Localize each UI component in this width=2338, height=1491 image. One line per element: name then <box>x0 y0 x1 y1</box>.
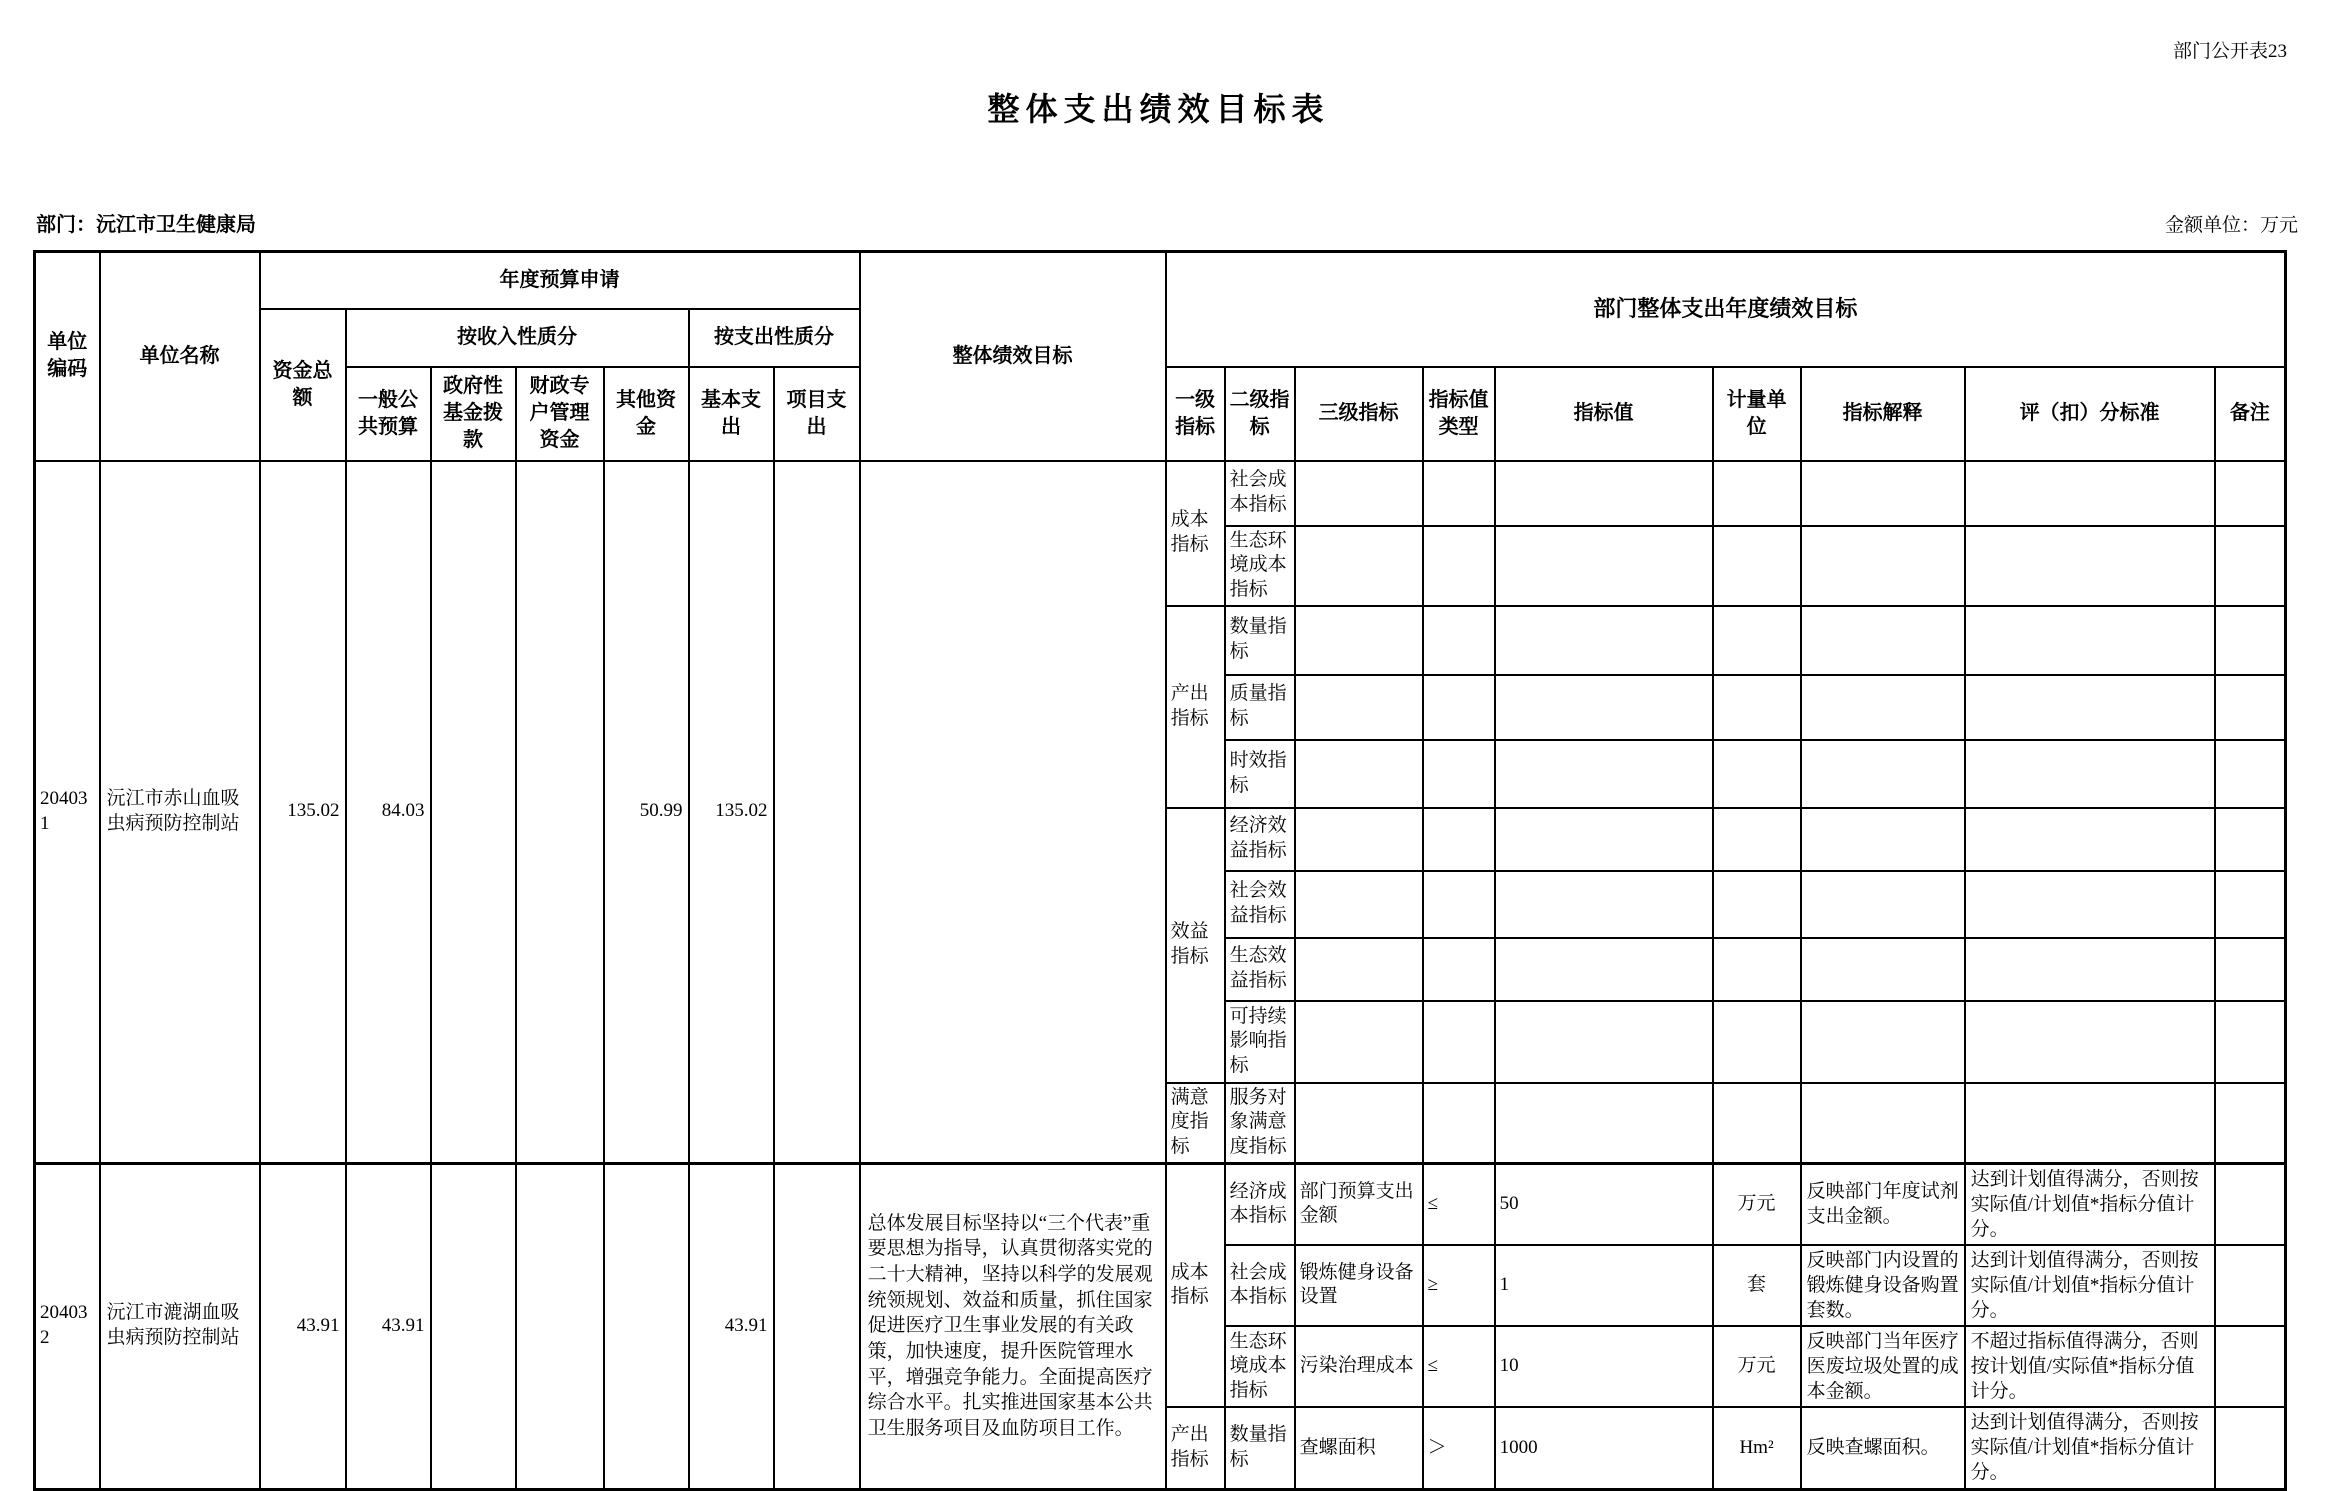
cell-measure-unit <box>1713 938 1801 1001</box>
cell-value: 10 <box>1495 1326 1713 1407</box>
cell-value-type: ≤ <box>1423 1326 1495 1407</box>
cell-measure-unit <box>1713 526 1801 606</box>
cell-general-public-budget: 43.91 <box>346 1163 431 1489</box>
col-header-general-public-budget: 一般公共预算 <box>346 367 431 461</box>
cell-level3 <box>1295 740 1423 808</box>
cell-remark <box>2215 461 2286 526</box>
cell-basic-expenditure: 135.02 <box>689 461 774 1164</box>
col-header-level3: 三级指标 <box>1295 367 1423 461</box>
cell-measure-unit <box>1713 808 1801 871</box>
cell-value-type <box>1423 938 1495 1001</box>
cell-explanation <box>1801 1001 1965 1083</box>
col-header-unit-name: 单位名称 <box>100 252 260 461</box>
table-row <box>35 461 2286 526</box>
cell-remark <box>2215 1083 2286 1164</box>
cell-measure-unit <box>1713 1001 1801 1083</box>
cell-unit-name: 沅江市赤山血吸虫病预防控制站 <box>100 461 260 1164</box>
cell-fiscal-account <box>516 461 604 1164</box>
col-header-value: 指标值 <box>1495 367 1713 461</box>
cell-level2: 数量指标 <box>1225 606 1295 675</box>
form-number-label: 部门公开表23 <box>2172 41 2287 62</box>
cell-measure-unit <box>1713 675 1801 740</box>
cell-value <box>1495 938 1713 1001</box>
col-header-unit-code: 单位编码 <box>35 252 100 461</box>
cell-value-type: ＞ <box>1423 1407 1495 1489</box>
amount-unit-label: 金额单位：万元 <box>2164 215 2298 236</box>
cell-remark <box>2215 526 2286 606</box>
department-label: 部门：沅江市卫生健康局 <box>36 214 256 236</box>
cell-level3 <box>1295 675 1423 740</box>
cell-explanation: 反映查螺面积。 <box>1801 1407 1965 1489</box>
cell-remark <box>2215 808 2286 871</box>
cell-explanation <box>1801 461 1965 526</box>
col-header-fiscal-account: 财政专户管理资金 <box>516 367 604 461</box>
cell-measure-unit: 套 <box>1713 1245 1801 1326</box>
cell-level1: 成本指标 <box>1166 461 1225 606</box>
cell-value <box>1495 1083 1713 1164</box>
cell-measure-unit: Hm² <box>1713 1407 1801 1489</box>
cell-level3: 查螺面积 <box>1295 1407 1423 1489</box>
cell-level2: 可持续影响指标 <box>1225 1001 1295 1083</box>
cell-scoring <box>1965 740 2215 808</box>
cell-level2: 社会成本指标 <box>1225 1245 1295 1326</box>
cell-level3 <box>1295 606 1423 675</box>
cell-explanation <box>1801 808 1965 871</box>
cell-remark <box>2215 675 2286 740</box>
cell-value-type <box>1423 1001 1495 1083</box>
col-header-overall-target: 整体绩效目标 <box>860 252 1166 461</box>
cell-explanation <box>1801 740 1965 808</box>
table-row <box>35 1163 2286 1245</box>
cell-remark <box>2215 740 2286 808</box>
cell-value-type: ≥ <box>1423 1245 1495 1326</box>
cell-measure-unit <box>1713 740 1801 808</box>
col-header-project-expenditure: 项目支出 <box>774 367 860 461</box>
cell-value <box>1495 526 1713 606</box>
cell-total-funds: 135.02 <box>260 461 346 1164</box>
cell-measure-unit: 万元 <box>1713 1326 1801 1407</box>
cell-gov-fund <box>431 461 516 1164</box>
cell-explanation <box>1801 938 1965 1001</box>
cell-level2: 生态环境成本指标 <box>1225 526 1295 606</box>
cell-unit-name: 沅江市漉湖血吸虫病预防控制站 <box>100 1163 260 1489</box>
cell-scoring <box>1965 1001 2215 1083</box>
cell-level2: 服务对象满意度指标 <box>1225 1083 1295 1164</box>
col-header-total-funds: 资金总额 <box>260 309 346 461</box>
cell-scoring <box>1965 871 2215 938</box>
cell-value-type <box>1423 740 1495 808</box>
col-header-measure-unit: 计量单位 <box>1713 367 1801 461</box>
cell-level3 <box>1295 871 1423 938</box>
cell-value-type <box>1423 606 1495 675</box>
col-header-level2: 二级指标 <box>1225 367 1295 461</box>
cell-scoring <box>1965 675 2215 740</box>
cell-level2: 数量指标 <box>1225 1407 1295 1489</box>
cell-fiscal-account <box>516 1163 604 1489</box>
cell-value-type <box>1423 461 1495 526</box>
cell-level2: 时效指标 <box>1225 740 1295 808</box>
cell-value-type <box>1423 1083 1495 1164</box>
cell-level3 <box>1295 526 1423 606</box>
cell-scoring <box>1965 606 2215 675</box>
cell-other-funds <box>604 1163 689 1489</box>
cell-remark <box>2215 606 2286 675</box>
cell-scoring: 不超过指标值得满分，否则按计划值/实际值*指标分值计分。 <box>1965 1326 2215 1407</box>
cell-scoring: 达到计划值得满分，否则按实际值/计划值*指标分值计分。 <box>1965 1407 2215 1489</box>
cell-level3: 污染治理成本 <box>1295 1326 1423 1407</box>
col-header-explanation: 指标解释 <box>1801 367 1965 461</box>
cell-level1: 效益指标 <box>1166 808 1225 1083</box>
cell-scoring <box>1965 808 2215 871</box>
cell-remark <box>2215 1163 2286 1245</box>
cell-scoring <box>1965 938 2215 1001</box>
cell-level3: 部门预算支出金额 <box>1295 1163 1423 1245</box>
cell-explanation <box>1801 675 1965 740</box>
col-header-by-expenditure: 按支出性质分 <box>689 309 860 367</box>
cell-value <box>1495 675 1713 740</box>
cell-measure-unit <box>1713 1083 1801 1164</box>
cell-level3 <box>1295 938 1423 1001</box>
cell-value <box>1495 740 1713 808</box>
cell-remark <box>2215 1001 2286 1083</box>
cell-level1: 成本指标 <box>1166 1163 1225 1407</box>
cell-measure-unit <box>1713 606 1801 675</box>
col-header-value-type: 指标值类型 <box>1423 367 1495 461</box>
cell-gov-fund <box>431 1163 516 1489</box>
cell-project-expenditure <box>774 461 860 1164</box>
cell-level2: 生态效益指标 <box>1225 938 1295 1001</box>
cell-remark <box>2215 871 2286 938</box>
cell-measure-unit: 万元 <box>1713 1163 1801 1245</box>
cell-level3 <box>1295 1083 1423 1164</box>
col-header-dept-annual-target: 部门整体支出年度绩效目标 <box>1166 252 2286 367</box>
cell-value-type: ≤ <box>1423 1163 1495 1245</box>
cell-level2: 社会成本指标 <box>1225 461 1295 526</box>
cell-level2: 生态环境成本指标 <box>1225 1326 1295 1407</box>
cell-level1: 产出指标 <box>1166 1407 1225 1489</box>
cell-level2: 经济效益指标 <box>1225 808 1295 871</box>
cell-level3 <box>1295 1001 1423 1083</box>
page-title: 整体支出绩效目标表 <box>987 91 1330 127</box>
cell-scoring <box>1965 461 2215 526</box>
cell-project-expenditure <box>774 1163 860 1489</box>
cell-overall-target <box>860 461 1166 1164</box>
col-header-level1: 一级指标 <box>1166 367 1225 461</box>
cell-remark <box>2215 1326 2286 1407</box>
cell-total-funds: 43.91 <box>260 1163 346 1489</box>
performance-target-table <box>33 250 2287 1491</box>
cell-value <box>1495 606 1713 675</box>
cell-general-public-budget: 84.03 <box>346 461 431 1164</box>
cell-unit-code: 204031 <box>35 461 100 1164</box>
col-header-other-funds: 其他资金 <box>604 367 689 461</box>
col-header-basic-expenditure: 基本支出 <box>689 367 774 461</box>
cell-level2: 社会效益指标 <box>1225 871 1295 938</box>
col-header-by-income: 按收入性质分 <box>346 309 689 367</box>
cell-value <box>1495 808 1713 871</box>
cell-level3 <box>1295 808 1423 871</box>
cell-value: 50 <box>1495 1163 1713 1245</box>
cell-measure-unit <box>1713 871 1801 938</box>
cell-overall-target: 总体发展目标坚持以“三个代表”重要思想为指导，认真贯彻落实党的二十大精神，坚持以科学的发展观统领规划、效益和质量，抓住国家促进医疗卫生事业发展的有关政策，加快速度，提升医院管理水平，增强竞争能力。全面提高医疗综合水平。扎实推进国家基本公共卫生服务项目及血防项目工作。 <box>860 1163 1166 1489</box>
cell-remark <box>2215 1245 2286 1326</box>
cell-value-type <box>1423 871 1495 938</box>
cell-other-funds: 50.99 <box>604 461 689 1164</box>
cell-value-type <box>1423 675 1495 740</box>
cell-value <box>1495 871 1713 938</box>
cell-scoring <box>1965 1083 2215 1164</box>
cell-explanation <box>1801 871 1965 938</box>
cell-level2: 经济成本指标 <box>1225 1163 1295 1245</box>
cell-explanation: 反映部门年度试剂支出金额。 <box>1801 1163 1965 1245</box>
cell-measure-unit <box>1713 461 1801 526</box>
cell-value <box>1495 1001 1713 1083</box>
cell-value-type <box>1423 526 1495 606</box>
cell-scoring <box>1965 526 2215 606</box>
col-header-scoring: 评（扣）分标准 <box>1965 367 2215 461</box>
cell-scoring: 达到计划值得满分，否则按实际值/计划值*指标分值计分。 <box>1965 1163 2215 1245</box>
cell-remark <box>2215 1407 2286 1489</box>
cell-level1: 产出指标 <box>1166 606 1225 808</box>
cell-basic-expenditure: 43.91 <box>689 1163 774 1489</box>
col-header-remark: 备注 <box>2215 367 2286 461</box>
col-header-gov-fund: 政府性基金拨款 <box>431 367 516 461</box>
cell-explanation <box>1801 526 1965 606</box>
cell-explanation <box>1801 606 1965 675</box>
cell-explanation: 反映部门当年医疗医废垃圾处置的成本金额。 <box>1801 1326 1965 1407</box>
cell-level2: 质量指标 <box>1225 675 1295 740</box>
cell-value: 1 <box>1495 1245 1713 1326</box>
cell-level3: 锻炼健身设备设置 <box>1295 1245 1423 1326</box>
cell-unit-code: 204032 <box>35 1163 100 1489</box>
cell-value <box>1495 461 1713 526</box>
cell-remark <box>2215 938 2286 1001</box>
cell-scoring: 达到计划值得满分，否则按实际值/计划值*指标分值计分。 <box>1965 1245 2215 1326</box>
cell-value: 1000 <box>1495 1407 1713 1489</box>
cell-level3 <box>1295 461 1423 526</box>
col-header-annual-budget: 年度预算申请 <box>260 252 860 309</box>
cell-explanation <box>1801 1083 1965 1164</box>
cell-level1: 满意度指标 <box>1166 1083 1225 1164</box>
cell-value-type <box>1423 808 1495 871</box>
cell-explanation: 反映部门内设置的锻炼健身设备购置套数。 <box>1801 1245 1965 1326</box>
